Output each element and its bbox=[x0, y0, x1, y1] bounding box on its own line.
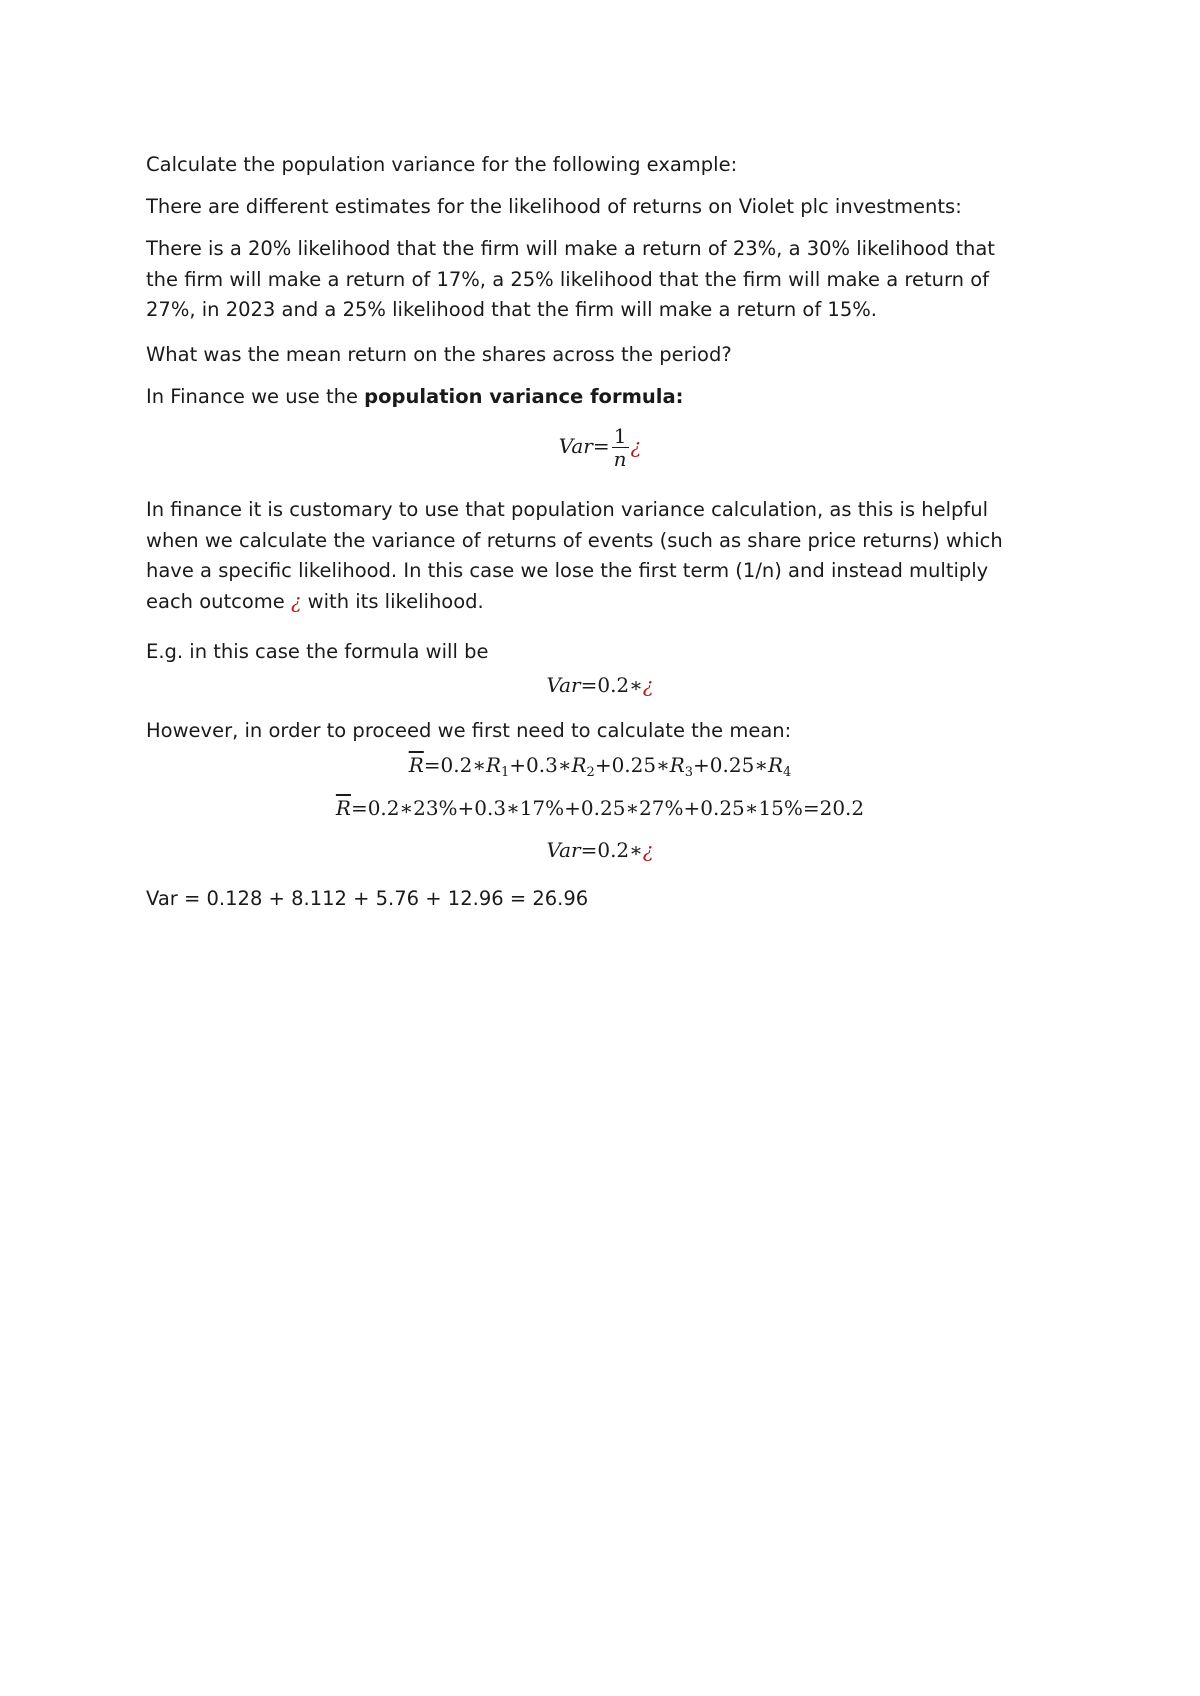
paragraph-line: the firm will make a return of 17%, a 25% likelihood that the firm will make a return of bbox=[146, 267, 989, 291]
formula-variance-repeat bbox=[0, 835, 1200, 865]
line-text: with its likelihood. bbox=[301, 589, 484, 613]
paragraph-line: when we calculate the variance of returns of events (such as share price returns) which bbox=[146, 528, 1003, 552]
r-bar-symbol: $\overline{R}$ bbox=[335, 796, 351, 820]
paragraph-line bbox=[146, 587, 1076, 618]
formula-intro-bold: population variance formula: bbox=[364, 385, 684, 408]
formula-population-variance bbox=[0, 425, 1200, 470]
formula-intro-text: In Finance we use the bbox=[146, 385, 365, 408]
var-symbol: Var bbox=[558, 434, 593, 458]
formula-term: +0.25∗ bbox=[693, 753, 768, 777]
unrendered-symbol: ¿ bbox=[642, 673, 654, 697]
mean-question: What was the mean return on the shares across the period? bbox=[146, 343, 732, 366]
scenario-sentence: There are different estimates for the likelihood of returns on Violet plc investments: bbox=[146, 195, 962, 218]
formula-rhs: =0.2∗ bbox=[580, 838, 643, 862]
formula-rhs: =0.2∗ bbox=[580, 673, 643, 697]
formula-term: +0.25∗ bbox=[594, 753, 670, 777]
likelihood-paragraph bbox=[146, 234, 1076, 326]
mean-intro: However, in order to proceed we first need to calculate the mean: bbox=[146, 719, 792, 742]
var-symbol: Var bbox=[546, 838, 581, 862]
customary-paragraph bbox=[146, 495, 1076, 617]
formula-weighted-variance bbox=[0, 670, 1200, 700]
var-symbol: Var bbox=[546, 673, 581, 697]
example-sentence: E.g. in this case the formula will be bbox=[146, 640, 489, 663]
variance-result: Var = 0.128 + 8.112 + 5.76 + 12.96 = 26.96 bbox=[146, 887, 589, 910]
equals-sign: = bbox=[592, 434, 610, 458]
subscript: 3 bbox=[684, 765, 694, 780]
question-intro: Calculate the population variance for the following example: bbox=[146, 153, 738, 176]
subscript: 1 bbox=[501, 765, 510, 780]
unrendered-symbol: ¿ bbox=[291, 589, 302, 613]
subscript: 2 bbox=[586, 765, 595, 780]
unrendered-symbol: ¿ bbox=[630, 434, 642, 458]
r-bar-symbol: $\overline{R}$ bbox=[408, 753, 424, 777]
r-symbol: R bbox=[767, 753, 783, 777]
formula-mean-values bbox=[0, 793, 1200, 823]
paragraph-line: In finance it is customary to use that population variance calculation, as this is helpful bbox=[146, 498, 989, 521]
unrendered-symbol: ¿ bbox=[642, 838, 654, 862]
fraction-one-over-n bbox=[612, 425, 629, 470]
formula-mean-general bbox=[0, 750, 1200, 780]
fraction-numerator: 1 bbox=[612, 425, 629, 448]
formula-term: +0.3∗ bbox=[509, 753, 572, 777]
formula-intro bbox=[146, 382, 1076, 413]
line-text: each outcome bbox=[146, 589, 292, 613]
formula-term: =0.2∗ bbox=[423, 753, 486, 777]
subscript: 4 bbox=[783, 765, 792, 780]
r-symbol: R bbox=[485, 753, 502, 777]
paragraph-line: There is a 20% likelihood that the firm will make a return of 23%, a 30% likelihood that bbox=[146, 237, 995, 260]
paragraph-line: 27%, in 2023 and a 25% likelihood that the firm will make a return of 15%. bbox=[146, 298, 877, 321]
r-symbol: R bbox=[571, 753, 587, 777]
r-symbol: R bbox=[669, 753, 685, 777]
fraction-denominator: n bbox=[613, 447, 627, 471]
paragraph-line: have a specific likelihood. In this case we lose the first term (1/n) and instead multiply bbox=[146, 559, 989, 582]
formula-rhs: =0.2∗23%+0.3∗17%+0.25∗27%+0.25∗15%=20.2 bbox=[350, 796, 865, 820]
